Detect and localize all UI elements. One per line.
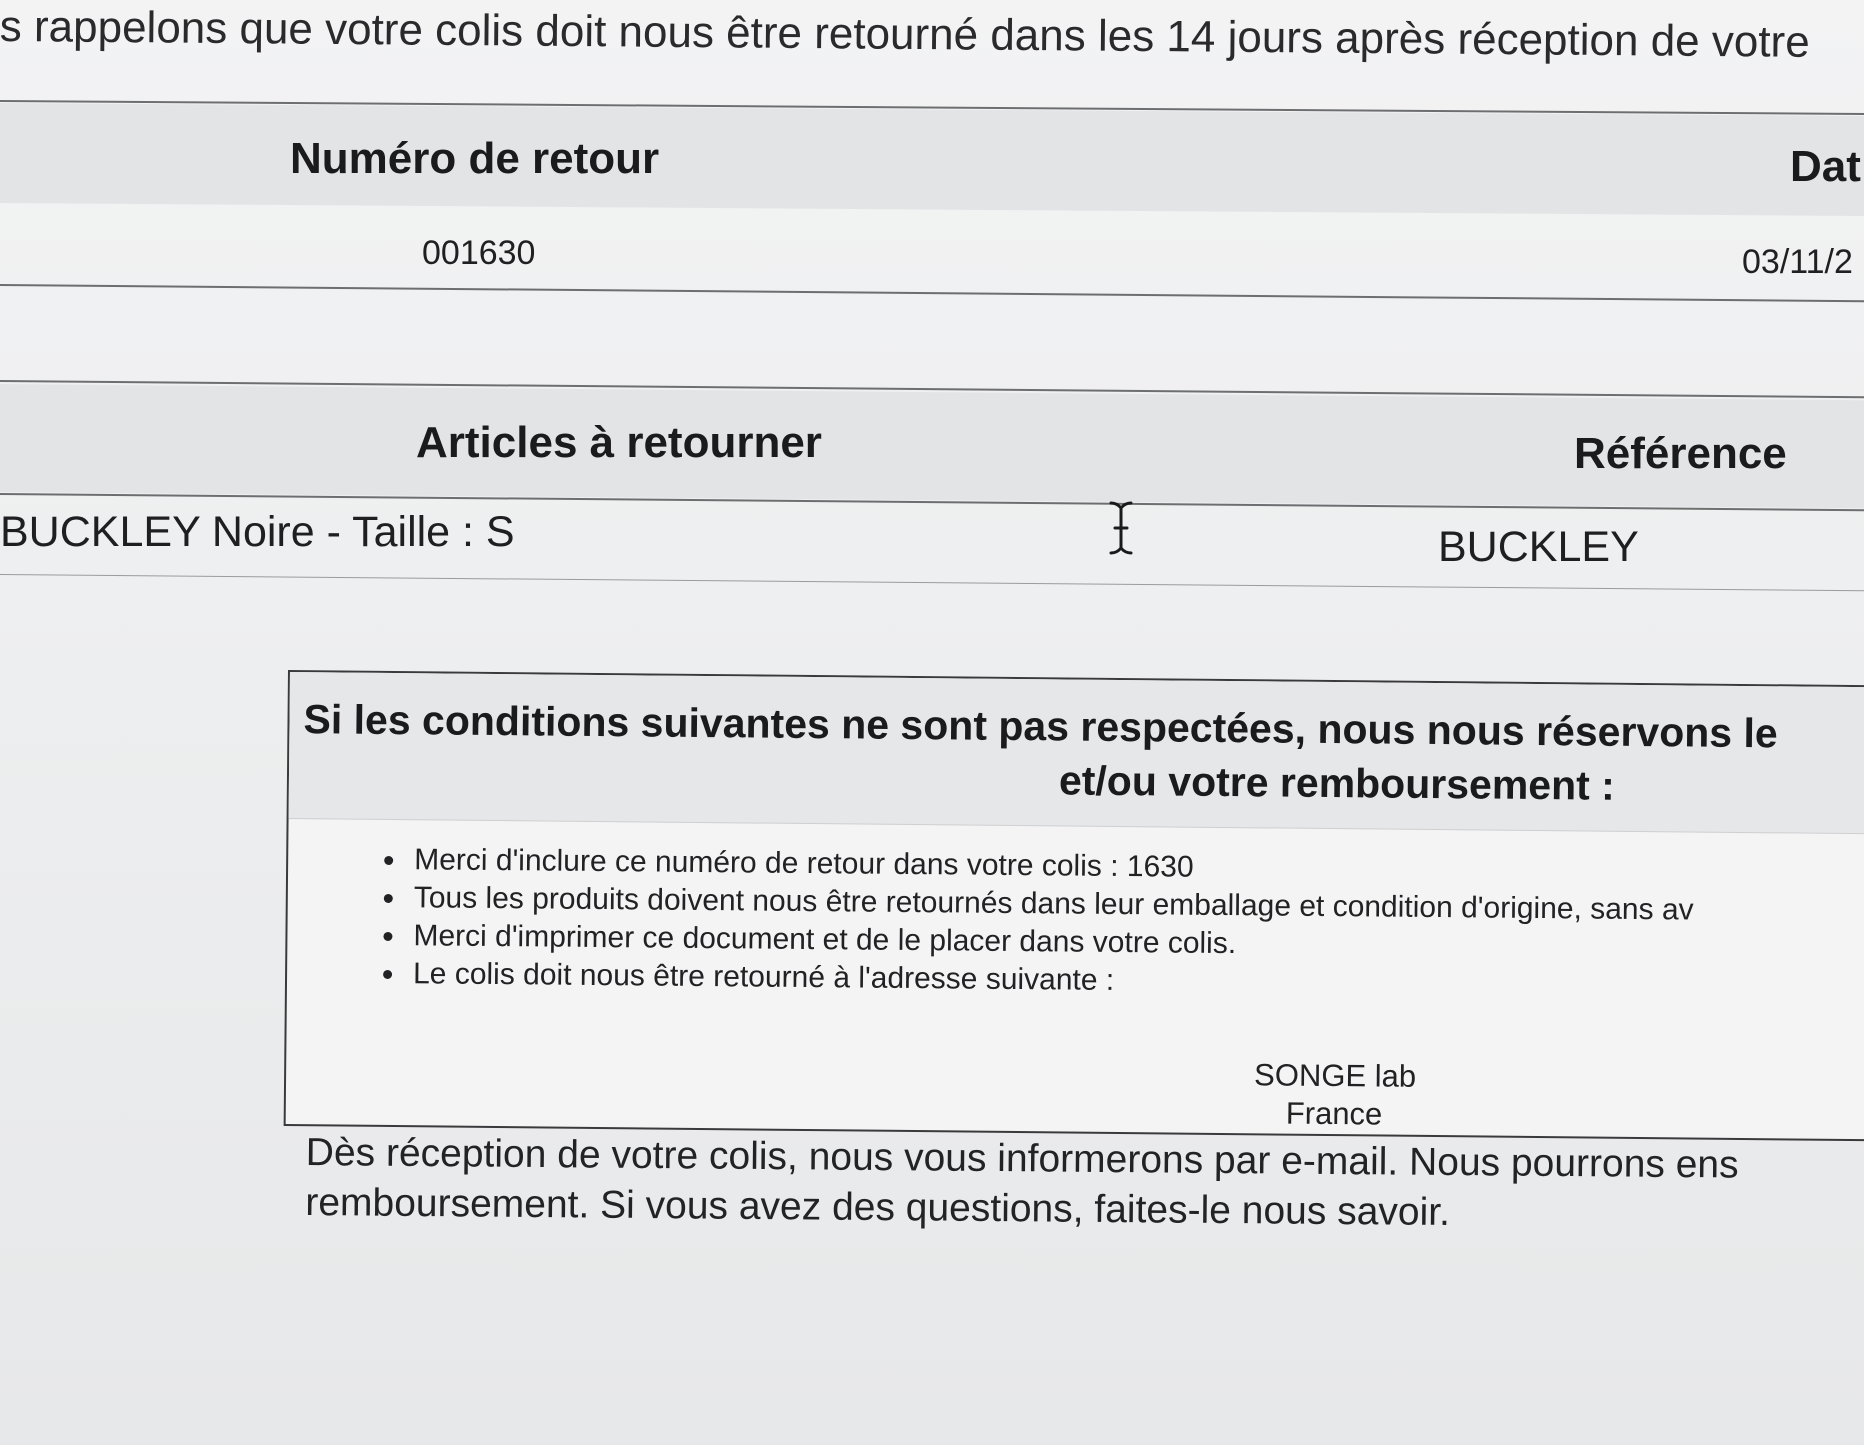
- return-number-value: 001630: [422, 234, 536, 272]
- bullet-icon: [384, 894, 393, 903]
- return-address-name: SONGE lab: [1253, 1057, 1417, 1094]
- reference-header: Référence: [1574, 429, 1787, 478]
- intro-text: s rappelons que votre colis doit nous être retourné dans les 14 jours après réception de votre: [0, 2, 1810, 67]
- notice-title-line2: et/ou votre remboursement :: [1058, 757, 1616, 809]
- conditions-list: [383, 841, 1694, 1006]
- closing-paragraph: [305, 1128, 1739, 1241]
- date-value: 03/11/2: [1742, 243, 1853, 281]
- notice-title-line1: Si les conditions suivantes ne sont pas respectées, nous nous réservons le: [303, 696, 1778, 757]
- article-value: BUCKLEY Noire - Taille : S: [0, 508, 515, 556]
- reference-value: BUCKLEY: [1438, 523, 1639, 571]
- list-item: Merci d'inclure ce numéro de retour dans votre colis : 1630: [384, 841, 1694, 892]
- list-item: Merci d'imprimer ce document et de le placer dans votre colis.: [383, 917, 1693, 968]
- bullet-icon: [383, 970, 392, 979]
- articles-header: Articles à retourner: [416, 418, 822, 467]
- return-number-header: Numéro de retour: [290, 134, 660, 183]
- closing-line1: Dès réception de votre colis, nous vous informerons par e-mail. Nous pourrons ens: [305, 1130, 1739, 1187]
- date-header: Dat: [1790, 142, 1861, 191]
- return-table-bottom-rule: [0, 284, 1864, 303]
- list-item: Le colis doit nous être retourné à l'adresse suivante :: [383, 955, 1693, 1006]
- conditions-notice-box: [284, 670, 1864, 1142]
- list-item: Tous les produits doivent nous être retournés dans leur emballage et condition d'origine, sans av: [384, 879, 1694, 930]
- return-address-country: France: [1285, 1095, 1383, 1132]
- bullet-icon: [383, 932, 392, 941]
- notice-header: [289, 672, 1864, 835]
- return-table-header-band: [0, 103, 1864, 216]
- text-cursor-icon: [1108, 500, 1134, 561]
- bullet-icon: [384, 856, 393, 865]
- items-table-bottom-rule: [0, 574, 1864, 592]
- closing-line2: remboursement. Si vous avez des questions, faites-le nous savoir.: [305, 1180, 1451, 1234]
